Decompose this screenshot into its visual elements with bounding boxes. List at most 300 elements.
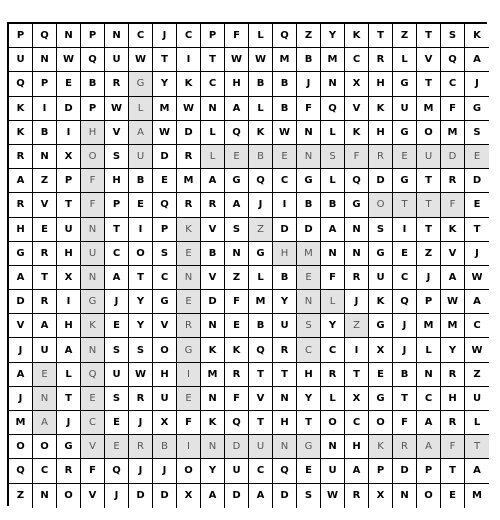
grid-cell[interactable]: F bbox=[297, 97, 321, 121]
grid-cell[interactable]: V bbox=[81, 484, 105, 508]
grid-cell[interactable]: L bbox=[417, 338, 441, 362]
grid-cell[interactable]: N bbox=[105, 24, 129, 48]
grid-cell[interactable]: I bbox=[57, 121, 81, 145]
grid-cell[interactable]: Q bbox=[225, 121, 249, 145]
grid-cell[interactable]: S bbox=[225, 218, 249, 242]
grid-cell[interactable]: Q bbox=[9, 72, 33, 96]
grid-cell[interactable]: J bbox=[105, 290, 129, 314]
grid-cell[interactable]: Y bbox=[129, 314, 153, 338]
grid-cell[interactable]: D bbox=[177, 121, 201, 145]
grid-cell[interactable]: V bbox=[417, 48, 441, 72]
grid-cell[interactable]: W bbox=[129, 48, 153, 72]
grid-cell[interactable]: J bbox=[105, 484, 129, 508]
grid-cell[interactable]: Z bbox=[393, 24, 417, 48]
grid-cell[interactable]: V bbox=[201, 266, 225, 290]
grid-cell[interactable]: S bbox=[153, 242, 177, 266]
grid-cell[interactable]: W bbox=[129, 363, 153, 387]
grid-cell[interactable]: J bbox=[249, 193, 273, 217]
grid-cell[interactable]: E bbox=[81, 387, 105, 411]
grid-cell[interactable]: K bbox=[177, 72, 201, 96]
grid-cell[interactable]: O bbox=[9, 435, 33, 459]
grid-cell[interactable]: O bbox=[177, 459, 201, 483]
grid-cell[interactable]: L bbox=[249, 266, 273, 290]
grid-cell[interactable]: L bbox=[321, 121, 345, 145]
grid-cell[interactable]: E bbox=[33, 363, 57, 387]
grid-cell[interactable]: U bbox=[57, 218, 81, 242]
grid-cell[interactable]: U bbox=[129, 145, 153, 169]
grid-cell[interactable]: S bbox=[441, 24, 465, 48]
grid-cell[interactable]: H bbox=[345, 435, 369, 459]
grid-cell[interactable]: G bbox=[177, 338, 201, 362]
grid-cell[interactable]: Q bbox=[393, 290, 417, 314]
grid-cell[interactable]: W bbox=[441, 290, 465, 314]
grid-cell[interactable]: H bbox=[225, 72, 249, 96]
grid-cell[interactable]: D bbox=[465, 169, 489, 193]
grid-cell[interactable]: R bbox=[273, 338, 297, 362]
grid-cell[interactable]: T bbox=[105, 218, 129, 242]
grid-cell[interactable]: Y bbox=[441, 338, 465, 362]
grid-cell[interactable]: M bbox=[177, 169, 201, 193]
grid-cell[interactable]: T bbox=[417, 72, 441, 96]
grid-cell[interactable]: R bbox=[345, 266, 369, 290]
grid-cell[interactable]: Y bbox=[321, 314, 345, 338]
grid-cell[interactable]: D bbox=[273, 218, 297, 242]
grid-cell[interactable]: K bbox=[225, 338, 249, 362]
grid-cell[interactable]: I bbox=[393, 218, 417, 242]
grid-cell[interactable]: V bbox=[441, 242, 465, 266]
grid-cell[interactable]: Q bbox=[273, 459, 297, 483]
grid-cell[interactable]: A bbox=[321, 218, 345, 242]
grid-cell[interactable]: J bbox=[57, 411, 81, 435]
grid-cell[interactable]: X bbox=[369, 484, 393, 508]
grid-cell[interactable]: B bbox=[153, 435, 177, 459]
grid-cell[interactable]: S bbox=[297, 314, 321, 338]
grid-cell[interactable]: K bbox=[369, 435, 393, 459]
grid-cell[interactable]: W bbox=[105, 97, 129, 121]
grid-cell[interactable]: T bbox=[249, 411, 273, 435]
grid-cell[interactable]: N bbox=[345, 242, 369, 266]
grid-cell[interactable]: Q bbox=[33, 24, 57, 48]
grid-cell[interactable]: L bbox=[129, 97, 153, 121]
grid-cell[interactable]: U bbox=[369, 266, 393, 290]
grid-cell[interactable]: T bbox=[249, 363, 273, 387]
grid-cell[interactable]: Q bbox=[249, 338, 273, 362]
grid-cell[interactable]: E bbox=[177, 242, 201, 266]
grid-cell[interactable]: Q bbox=[9, 459, 33, 483]
grid-cell[interactable]: J bbox=[9, 387, 33, 411]
grid-cell[interactable]: N bbox=[81, 218, 105, 242]
grid-cell[interactable]: J bbox=[129, 459, 153, 483]
grid-cell[interactable]: P bbox=[33, 72, 57, 96]
grid-cell[interactable]: H bbox=[273, 411, 297, 435]
grid-cell[interactable]: S bbox=[297, 484, 321, 508]
grid-cell[interactable]: A bbox=[33, 411, 57, 435]
grid-cell[interactable]: W bbox=[321, 484, 345, 508]
grid-cell[interactable]: F bbox=[441, 435, 465, 459]
grid-cell[interactable]: R bbox=[321, 363, 345, 387]
grid-cell[interactable]: B bbox=[249, 314, 273, 338]
grid-cell[interactable]: R bbox=[201, 193, 225, 217]
grid-cell[interactable]: R bbox=[9, 145, 33, 169]
grid-cell[interactable]: C bbox=[105, 242, 129, 266]
grid-cell[interactable]: E bbox=[297, 266, 321, 290]
grid-cell[interactable]: R bbox=[129, 435, 153, 459]
grid-cell[interactable]: N bbox=[225, 242, 249, 266]
grid-cell[interactable]: U bbox=[105, 363, 129, 387]
grid-cell[interactable]: Q bbox=[321, 97, 345, 121]
grid-cell[interactable]: F bbox=[441, 97, 465, 121]
grid-cell[interactable]: Q bbox=[81, 48, 105, 72]
grid-cell[interactable]: K bbox=[345, 121, 369, 145]
grid-cell[interactable]: L bbox=[393, 48, 417, 72]
grid-cell[interactable]: N bbox=[33, 387, 57, 411]
grid-cell[interactable]: R bbox=[177, 314, 201, 338]
grid-cell[interactable]: T bbox=[441, 459, 465, 483]
grid-cell[interactable]: L bbox=[321, 387, 345, 411]
grid-cell[interactable]: D bbox=[57, 97, 81, 121]
grid-cell[interactable]: Y bbox=[297, 387, 321, 411]
grid-cell[interactable]: H bbox=[105, 169, 129, 193]
grid-cell[interactable]: E bbox=[225, 145, 249, 169]
grid-cell[interactable]: U bbox=[465, 387, 489, 411]
grid-cell[interactable]: C bbox=[273, 169, 297, 193]
grid-cell[interactable]: T bbox=[345, 363, 369, 387]
grid-cell[interactable]: D bbox=[441, 145, 465, 169]
grid-cell[interactable]: X bbox=[369, 338, 393, 362]
grid-cell[interactable]: N bbox=[201, 314, 225, 338]
grid-cell[interactable]: Z bbox=[225, 266, 249, 290]
grid-cell[interactable]: K bbox=[81, 314, 105, 338]
grid-cell[interactable]: C bbox=[393, 266, 417, 290]
grid-cell[interactable]: B bbox=[249, 72, 273, 96]
grid-cell[interactable]: F bbox=[81, 193, 105, 217]
grid-cell[interactable]: M bbox=[441, 121, 465, 145]
grid-cell[interactable]: F bbox=[441, 193, 465, 217]
grid-cell[interactable]: F bbox=[321, 266, 345, 290]
grid-cell[interactable]: P bbox=[57, 169, 81, 193]
grid-cell[interactable]: F bbox=[81, 169, 105, 193]
grid-cell[interactable]: W bbox=[465, 266, 489, 290]
grid-cell[interactable]: E bbox=[369, 363, 393, 387]
grid-cell[interactable]: C bbox=[345, 411, 369, 435]
grid-cell[interactable]: M bbox=[297, 242, 321, 266]
grid-cell[interactable]: S bbox=[105, 145, 129, 169]
grid-cell[interactable]: A bbox=[201, 484, 225, 508]
grid-cell[interactable]: F bbox=[81, 459, 105, 483]
grid-cell[interactable]: A bbox=[225, 193, 249, 217]
grid-cell[interactable]: Z bbox=[9, 484, 33, 508]
grid-cell[interactable]: E bbox=[177, 290, 201, 314]
grid-cell[interactable]: I bbox=[273, 193, 297, 217]
grid-cell[interactable]: A bbox=[129, 121, 153, 145]
grid-cell[interactable]: G bbox=[9, 242, 33, 266]
grid-cell[interactable]: G bbox=[369, 242, 393, 266]
grid-cell[interactable]: S bbox=[129, 338, 153, 362]
grid-cell[interactable]: B bbox=[297, 48, 321, 72]
grid-cell[interactable]: P bbox=[417, 290, 441, 314]
grid-cell[interactable]: T bbox=[417, 218, 441, 242]
grid-cell[interactable]: L bbox=[201, 121, 225, 145]
grid-cell[interactable]: T bbox=[129, 266, 153, 290]
grid-cell[interactable]: D bbox=[393, 459, 417, 483]
grid-cell[interactable]: U bbox=[9, 48, 33, 72]
grid-cell[interactable]: F bbox=[225, 387, 249, 411]
grid-cell[interactable]: M bbox=[249, 290, 273, 314]
grid-cell[interactable]: R bbox=[105, 72, 129, 96]
grid-cell[interactable]: A bbox=[9, 266, 33, 290]
grid-cell[interactable]: C bbox=[465, 314, 489, 338]
grid-cell[interactable]: S bbox=[369, 218, 393, 242]
grid-cell[interactable]: J bbox=[393, 314, 417, 338]
grid-cell[interactable]: J bbox=[129, 411, 153, 435]
grid-cell[interactable]: T bbox=[393, 387, 417, 411]
grid-cell[interactable]: S bbox=[321, 145, 345, 169]
grid-cell[interactable]: I bbox=[177, 435, 201, 459]
grid-cell[interactable]: D bbox=[129, 484, 153, 508]
grid-cell[interactable]: N bbox=[297, 145, 321, 169]
grid-cell[interactable]: O bbox=[417, 484, 441, 508]
grid-cell[interactable]: U bbox=[417, 145, 441, 169]
grid-cell[interactable]: P bbox=[153, 218, 177, 242]
grid-cell[interactable]: K bbox=[369, 97, 393, 121]
grid-cell[interactable]: J bbox=[417, 266, 441, 290]
grid-cell[interactable]: J bbox=[465, 72, 489, 96]
grid-cell[interactable]: D bbox=[9, 290, 33, 314]
grid-cell[interactable]: Q bbox=[249, 169, 273, 193]
grid-cell[interactable]: A bbox=[249, 484, 273, 508]
grid-cell[interactable]: O bbox=[33, 435, 57, 459]
grid-cell[interactable]: M bbox=[417, 97, 441, 121]
grid-cell[interactable]: K bbox=[177, 218, 201, 242]
grid-cell[interactable]: V bbox=[345, 97, 369, 121]
grid-cell[interactable]: N bbox=[345, 218, 369, 242]
grid-cell[interactable]: J bbox=[9, 338, 33, 362]
grid-cell[interactable]: K bbox=[465, 24, 489, 48]
grid-cell[interactable]: E bbox=[177, 387, 201, 411]
grid-cell[interactable]: Z bbox=[297, 24, 321, 48]
grid-cell[interactable]: A bbox=[105, 266, 129, 290]
grid-cell[interactable]: K bbox=[9, 121, 33, 145]
grid-cell[interactable]: T bbox=[33, 266, 57, 290]
grid-cell[interactable]: H bbox=[153, 363, 177, 387]
grid-cell[interactable]: K bbox=[9, 97, 33, 121]
grid-cell[interactable]: D bbox=[225, 435, 249, 459]
grid-cell[interactable]: Q bbox=[345, 169, 369, 193]
grid-cell[interactable]: T bbox=[153, 48, 177, 72]
grid-cell[interactable]: N bbox=[297, 290, 321, 314]
grid-cell[interactable]: P bbox=[201, 24, 225, 48]
grid-cell[interactable]: A bbox=[33, 314, 57, 338]
grid-cell[interactable]: Q bbox=[105, 459, 129, 483]
grid-cell[interactable]: M bbox=[321, 48, 345, 72]
grid-cell[interactable]: A bbox=[225, 97, 249, 121]
grid-cell[interactable]: T bbox=[465, 218, 489, 242]
grid-cell[interactable]: T bbox=[57, 387, 81, 411]
grid-cell[interactable]: W bbox=[465, 338, 489, 362]
grid-cell[interactable]: U bbox=[225, 459, 249, 483]
grid-cell[interactable]: D bbox=[369, 169, 393, 193]
grid-cell[interactable]: J bbox=[465, 242, 489, 266]
grid-cell[interactable]: R bbox=[177, 145, 201, 169]
grid-cell[interactable]: G bbox=[369, 314, 393, 338]
grid-cell[interactable]: T bbox=[297, 411, 321, 435]
grid-cell[interactable]: E bbox=[33, 218, 57, 242]
grid-cell[interactable]: E bbox=[153, 169, 177, 193]
grid-cell[interactable]: D bbox=[153, 484, 177, 508]
grid-cell[interactable]: J bbox=[153, 24, 177, 48]
grid-cell[interactable]: B bbox=[273, 72, 297, 96]
grid-cell[interactable]: B bbox=[129, 169, 153, 193]
grid-cell[interactable]: X bbox=[57, 145, 81, 169]
grid-cell[interactable]: H bbox=[57, 242, 81, 266]
grid-cell[interactable]: L bbox=[201, 145, 225, 169]
grid-cell[interactable]: R bbox=[369, 48, 393, 72]
grid-cell[interactable]: Y bbox=[129, 290, 153, 314]
grid-cell[interactable]: A bbox=[465, 290, 489, 314]
grid-cell[interactable]: M bbox=[273, 48, 297, 72]
grid-cell[interactable]: I bbox=[33, 97, 57, 121]
grid-cell[interactable]: E bbox=[393, 145, 417, 169]
grid-cell[interactable]: H bbox=[273, 242, 297, 266]
grid-cell[interactable]: B bbox=[273, 266, 297, 290]
grid-cell[interactable]: I bbox=[57, 290, 81, 314]
grid-cell[interactable]: H bbox=[297, 363, 321, 387]
grid-cell[interactable]: R bbox=[441, 169, 465, 193]
grid-cell[interactable]: P bbox=[81, 24, 105, 48]
grid-cell[interactable]: M bbox=[465, 484, 489, 508]
grid-cell[interactable]: R bbox=[441, 363, 465, 387]
grid-cell[interactable]: X bbox=[153, 411, 177, 435]
grid-cell[interactable]: L bbox=[321, 290, 345, 314]
grid-cell[interactable]: F bbox=[177, 411, 201, 435]
grid-cell[interactable]: L bbox=[57, 363, 81, 387]
grid-cell[interactable]: V bbox=[9, 314, 33, 338]
grid-cell[interactable]: U bbox=[153, 387, 177, 411]
grid-cell[interactable]: U bbox=[393, 97, 417, 121]
grid-cell[interactable]: A bbox=[417, 435, 441, 459]
grid-cell[interactable]: O bbox=[321, 411, 345, 435]
grid-cell[interactable]: V bbox=[201, 218, 225, 242]
grid-cell[interactable]: P bbox=[9, 24, 33, 48]
grid-cell[interactable]: A bbox=[441, 266, 465, 290]
grid-cell[interactable]: G bbox=[153, 290, 177, 314]
grid-cell[interactable]: V bbox=[153, 314, 177, 338]
grid-cell[interactable]: C bbox=[441, 72, 465, 96]
grid-cell[interactable]: H bbox=[9, 218, 33, 242]
grid-cell[interactable]: E bbox=[393, 242, 417, 266]
grid-cell[interactable]: C bbox=[81, 411, 105, 435]
grid-cell[interactable]: G bbox=[393, 121, 417, 145]
grid-cell[interactable]: Z bbox=[417, 242, 441, 266]
grid-cell[interactable]: N bbox=[57, 24, 81, 48]
grid-cell[interactable]: E bbox=[465, 145, 489, 169]
grid-cell[interactable]: U bbox=[321, 459, 345, 483]
grid-cell[interactable]: K bbox=[201, 338, 225, 362]
grid-cell[interactable]: E bbox=[441, 484, 465, 508]
grid-cell[interactable]: A bbox=[201, 169, 225, 193]
grid-cell[interactable]: P bbox=[105, 193, 129, 217]
grid-cell[interactable]: P bbox=[81, 97, 105, 121]
grid-cell[interactable]: X bbox=[345, 72, 369, 96]
grid-cell[interactable]: U bbox=[33, 338, 57, 362]
grid-cell[interactable]: N bbox=[177, 266, 201, 290]
grid-cell[interactable]: C bbox=[417, 387, 441, 411]
grid-cell[interactable]: J bbox=[393, 338, 417, 362]
grid-cell[interactable]: W bbox=[153, 121, 177, 145]
grid-cell[interactable]: C bbox=[297, 338, 321, 362]
grid-cell[interactable]: A bbox=[9, 169, 33, 193]
grid-cell[interactable]: R bbox=[33, 242, 57, 266]
grid-cell[interactable]: O bbox=[369, 411, 393, 435]
grid-cell[interactable]: D bbox=[297, 218, 321, 242]
grid-cell[interactable]: Z bbox=[345, 314, 369, 338]
grid-cell[interactable]: V bbox=[81, 435, 105, 459]
grid-cell[interactable]: N bbox=[321, 72, 345, 96]
grid-cell[interactable]: Q bbox=[441, 48, 465, 72]
grid-cell[interactable]: O bbox=[81, 145, 105, 169]
grid-cell[interactable]: T bbox=[417, 193, 441, 217]
grid-cell[interactable]: E bbox=[129, 193, 153, 217]
grid-cell[interactable]: X bbox=[57, 266, 81, 290]
grid-cell[interactable]: Z bbox=[33, 169, 57, 193]
grid-cell[interactable]: G bbox=[465, 97, 489, 121]
grid-cell[interactable]: E bbox=[225, 314, 249, 338]
grid-cell[interactable]: F bbox=[345, 145, 369, 169]
grid-cell[interactable]: K bbox=[345, 24, 369, 48]
grid-cell[interactable]: G bbox=[249, 242, 273, 266]
grid-cell[interactable]: N bbox=[201, 435, 225, 459]
grid-cell[interactable]: B bbox=[393, 363, 417, 387]
grid-cell[interactable]: G bbox=[297, 169, 321, 193]
grid-cell[interactable]: W bbox=[57, 48, 81, 72]
grid-cell[interactable]: C bbox=[249, 459, 273, 483]
grid-cell[interactable]: C bbox=[129, 24, 153, 48]
grid-cell[interactable]: B bbox=[33, 121, 57, 145]
grid-cell[interactable]: G bbox=[345, 193, 369, 217]
grid-cell[interactable]: Z bbox=[465, 363, 489, 387]
grid-cell[interactable]: V bbox=[105, 121, 129, 145]
grid-cell[interactable]: H bbox=[369, 121, 393, 145]
grid-cell[interactable]: A bbox=[465, 48, 489, 72]
grid-cell[interactable]: J bbox=[297, 72, 321, 96]
grid-cell[interactable]: T bbox=[57, 193, 81, 217]
grid-cell[interactable]: M bbox=[201, 363, 225, 387]
grid-cell[interactable]: G bbox=[369, 387, 393, 411]
grid-cell[interactable]: B bbox=[81, 72, 105, 96]
grid-cell[interactable]: J bbox=[345, 290, 369, 314]
grid-cell[interactable]: D bbox=[225, 484, 249, 508]
grid-cell[interactable]: B bbox=[249, 145, 273, 169]
grid-cell[interactable]: O bbox=[369, 193, 393, 217]
grid-cell[interactable]: E bbox=[105, 314, 129, 338]
grid-cell[interactable]: M bbox=[417, 314, 441, 338]
grid-cell[interactable]: W bbox=[273, 121, 297, 145]
grid-cell[interactable]: D bbox=[201, 290, 225, 314]
grid-cell[interactable]: A bbox=[345, 459, 369, 483]
grid-cell[interactable]: R bbox=[177, 193, 201, 217]
grid-cell[interactable]: P bbox=[417, 459, 441, 483]
grid-cell[interactable]: U bbox=[273, 314, 297, 338]
grid-cell[interactable]: O bbox=[153, 338, 177, 362]
grid-cell[interactable]: K bbox=[441, 218, 465, 242]
grid-cell[interactable]: N bbox=[81, 266, 105, 290]
grid-cell[interactable]: G bbox=[129, 72, 153, 96]
grid-cell[interactable]: B bbox=[297, 193, 321, 217]
grid-cell[interactable]: V bbox=[249, 387, 273, 411]
grid-cell[interactable]: F bbox=[225, 24, 249, 48]
grid-cell[interactable]: R bbox=[441, 411, 465, 435]
grid-cell[interactable]: I bbox=[177, 363, 201, 387]
